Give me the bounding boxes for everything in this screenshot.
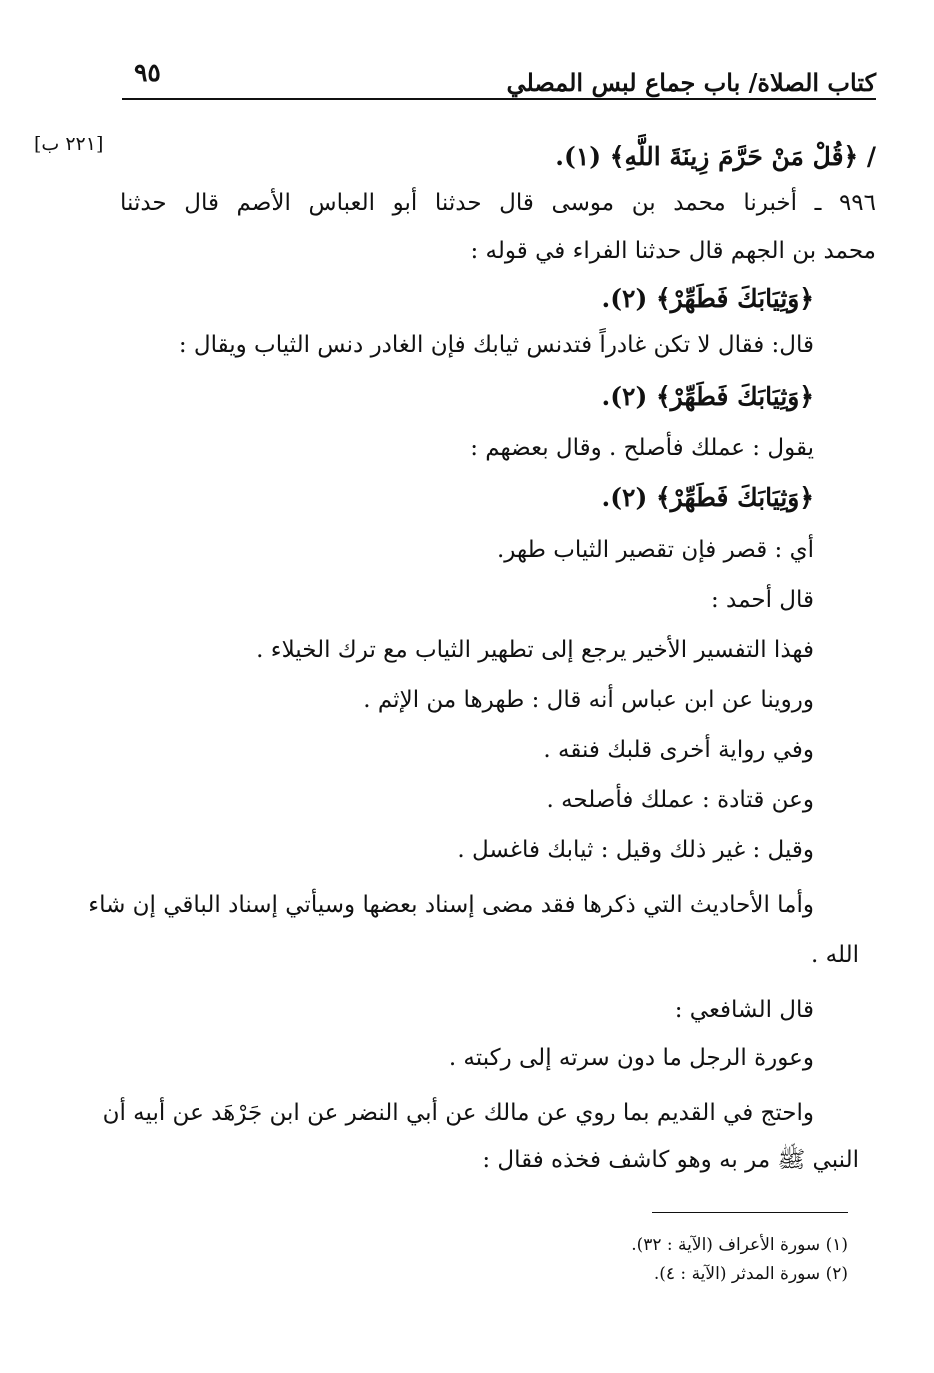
text-line: وفي رواية أخرى قلبك فنقه . [543, 737, 814, 763]
quran-verse-line: ﴿وَثِيَابَكَ فَطَهِّرْ﴾ (٢). [601, 483, 814, 512]
footnote-2: (٢) سورة المدثر (الآية : ٤). [653, 1264, 848, 1284]
text-line: وروينا عن ابن عباس أنه قال : طهرها من الإثم . [363, 687, 814, 713]
text-line: أي : قصر فإن تقصير الثياب طهر. [497, 537, 814, 563]
page-number: ٩٥ [134, 58, 161, 87]
running-title: كتاب الصلاة/ باب جماع لبس المصلي [506, 68, 876, 97]
text-line: يقول : عملك فأصلح . وقال بعضهم : [470, 435, 814, 461]
text-line: الله . [811, 942, 859, 968]
footnote-1: (١) سورة الأعراف (الآية : ٣٢). [631, 1235, 848, 1255]
footnote-rule [652, 1212, 848, 1213]
text-line: قال الشافعي : [674, 997, 814, 1023]
text-line: وعن قتادة : عملك فأصلحه . [546, 787, 814, 813]
text-line: وعورة الرجل ما دون سرته إلى ركبته . [448, 1045, 814, 1071]
header-rule [122, 98, 876, 100]
folio-marker: [٢٢١ ب] [34, 133, 104, 155]
hadith-996-line: ٩٩٦ ـ أخبرنا محمد بن موسى قال حدثنا أبو العباس الأصم قال حدثنا [120, 190, 876, 216]
text-line: واحتج في القديم بما روي عن مالك عن أبي النضر عن ابن جَرْهَد عن أبيه أن [102, 1100, 814, 1126]
text-line: وأما الأحاديث التي ذكرها فقد مضى إسناد بعضها وسيأتي إسناد الباقي إن شاء [88, 892, 814, 918]
quran-verse-line: ﴿وَثِيَابَكَ فَطَهِّرْ﴾ (٢). [601, 382, 814, 411]
text-line: وقيل : غير ذلك وقيل : ثيابك فاغسل . [457, 837, 814, 863]
quran-verse-line: / ﴿قُلْ مَنْ حَرَّمَ زِينَةَ اللَّهِ﴾ (١). [555, 142, 876, 171]
text-line: فهذا التفسير الأخير يرجع إلى تطهير الثياب مع ترك الخيلاء . [256, 637, 814, 663]
text-line: محمد بن الجهم قال حدثنا الفراء في قوله : [470, 238, 876, 264]
text-line: النبي ﷺ مر به وهو كاشف فخذه فقال : [482, 1147, 859, 1173]
quran-verse-line: ﴿وَثِيَابَكَ فَطَهِّرْ﴾ (٢). [601, 284, 814, 313]
page-header [120, 58, 876, 98]
text-line: قال: فقال لا تكن غادراً فتدنس ثيابك فإن الغادر دنس الثياب ويقال : [178, 332, 814, 358]
text-line: قال أحمد : [710, 587, 814, 613]
